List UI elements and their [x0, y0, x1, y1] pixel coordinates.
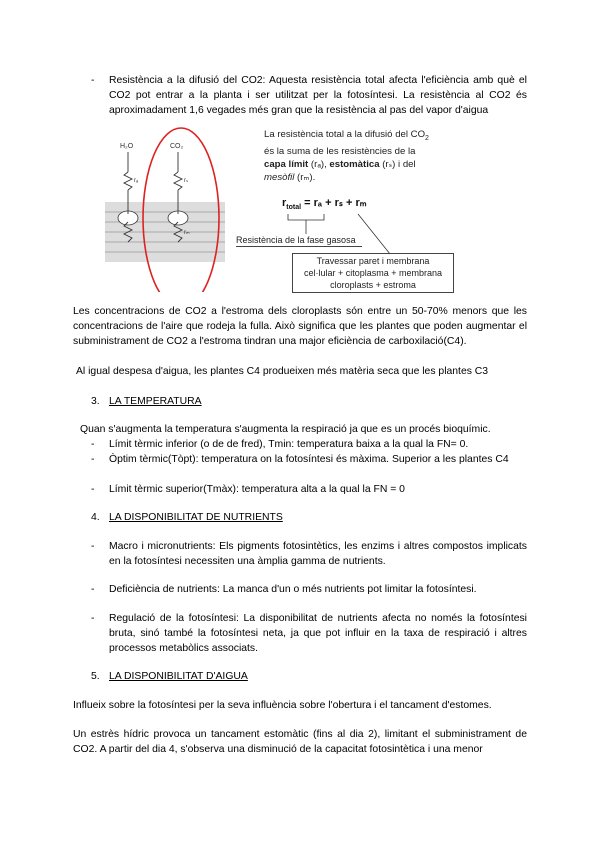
box-gas-phase — [236, 234, 362, 247]
para-c4-dry-matter: Al igual despesa d'aigua, les plantes C4 produeixen més matèria seca que les plantes C3 — [76, 366, 489, 377]
s3-bullet-1: - — [91, 439, 95, 450]
section5-number: 5. — [91, 671, 100, 682]
s4-bullet-3: - — [91, 613, 95, 624]
box-wall-line3: cloroplasts + estroma — [330, 280, 416, 290]
desc-rs: (rₛ) i del — [379, 158, 416, 170]
desc-sub: 2 — [425, 134, 429, 142]
s3-bullet-2: - — [91, 454, 95, 465]
desc-bold-capa: capa límit — [264, 158, 309, 170]
eq-rest: = rₐ + rₛ + rₘ — [301, 197, 367, 209]
label-rm: rₘ — [184, 230, 190, 236]
section4-number: 4. — [91, 512, 100, 523]
s4-item-3: Regulació de la fotosíntesi: La disponibilitat de nutrients afecta no només la fotosíntesi bruta, sinó també la fotosíntesi neta, ja que pot influir en la taxa de respiració i altres processos metabòlics associats. — [109, 613, 527, 655]
s3-item-3: Límit tèrmic superior(Tmàx): temperatura alta a la qual la FN = 0 — [109, 484, 405, 495]
intro-text: Resistència a la difusió del CO2: Aquesta resistència total afecta l'eficiència amb què el CO2 pot entrar a la planta i ser utilitzat per la fotosíntesi. La resistència al CO2 és aproximadament 1,6 vegades més gran que la resistència al pas del vapor d'aigua — [109, 75, 527, 117]
desc-bold-estomatica: estomàtica — [329, 158, 380, 170]
eq-r: r — [282, 197, 287, 209]
section3-intro: Quan s'augmenta la temperatura s'augmenta la respiració ja que es un procés bioquímic. — [80, 424, 491, 435]
s4-item-1: Macro i micronutrients: Els pigments fotosintètics, les enzims i altres compostos implicats en la fotosíntesi necessiten una àmplia gamma de nutrients. — [109, 541, 527, 568]
box-wall-line2: cel·lular + citoplasma + membrana — [303, 268, 443, 278]
desc-rm: (rₘ). — [294, 171, 316, 183]
s4-item-2: Deficiència de nutrients: La manca d'un o més nutrients pot limitar la fotosíntesi. — [109, 584, 477, 595]
label-h2o: H₂O — [120, 143, 134, 150]
desc-line1: La resistència total a la difusió del CO — [264, 129, 426, 140]
section3-number: 3. — [91, 396, 100, 407]
section5-para1: Influeix sobre la fotosíntesi per la seva influència sobre l'obertura i el tancament d'estomes. — [73, 700, 492, 711]
diffusion-figure — [100, 122, 520, 292]
desc-italic-mesofil: mesòfil — [264, 171, 295, 183]
label-rs: rₛ — [184, 178, 189, 184]
box-gas-label: Resistència de la fase gasosa — [236, 235, 356, 245]
s3-bullet-3: - — [91, 484, 95, 495]
label-co2: CO₂ — [170, 143, 184, 150]
section3-title: LA TEMPERATURA — [109, 396, 202, 407]
section5-title: LA DISPONIBILITAT D'AIGUA — [109, 671, 248, 682]
s4-bullet-1: - — [91, 541, 95, 552]
section4-title: LA DISPONIBILITAT DE NUTRIENTS — [109, 512, 283, 523]
figure-description — [264, 128, 474, 184]
eq-total-sub: total — [286, 204, 302, 212]
s3-item-2: Òptim tèrmic(Tòpt): temperatura on la fotosíntesi és màxima. Superior a les plantes C4 — [109, 454, 509, 465]
section5-para2: Un estrès hídric provoca un tancament estomàtic (fins al dia 2), limitant el subministrament de CO2. A partir del dia 4, s'observa una disminució de la capacitat fotosintètica i una menor — [73, 729, 527, 756]
desc-ra: (rₐ), — [308, 158, 330, 170]
desc-line2: és la suma de les resistències de la — [264, 145, 416, 157]
intro-bullet: - — [91, 75, 95, 86]
s3-item-1: Límit tèrmic inferior (o de de fred), Tmin: temperatura baixa a la qual la FN= 0. — [109, 439, 469, 450]
leaf-diagram — [100, 122, 240, 292]
box-wall-line1: Travessar paret i membrana — [316, 256, 430, 266]
s4-bullet-2: - — [91, 584, 95, 595]
para-co2-concentration: Les concentracions de CO2 a l'estroma dels cloroplasts són entre un 50-70% menors que les concentracions de l'aire que rodeja la fulla. Això significa que les plantes que poden augmentar el subministrament de CO2 a l'estroma tindran una major eficiència de carboxilació(C4). — [73, 306, 527, 348]
box-wall-path — [292, 253, 454, 293]
label-ra: rₐ — [134, 178, 139, 184]
